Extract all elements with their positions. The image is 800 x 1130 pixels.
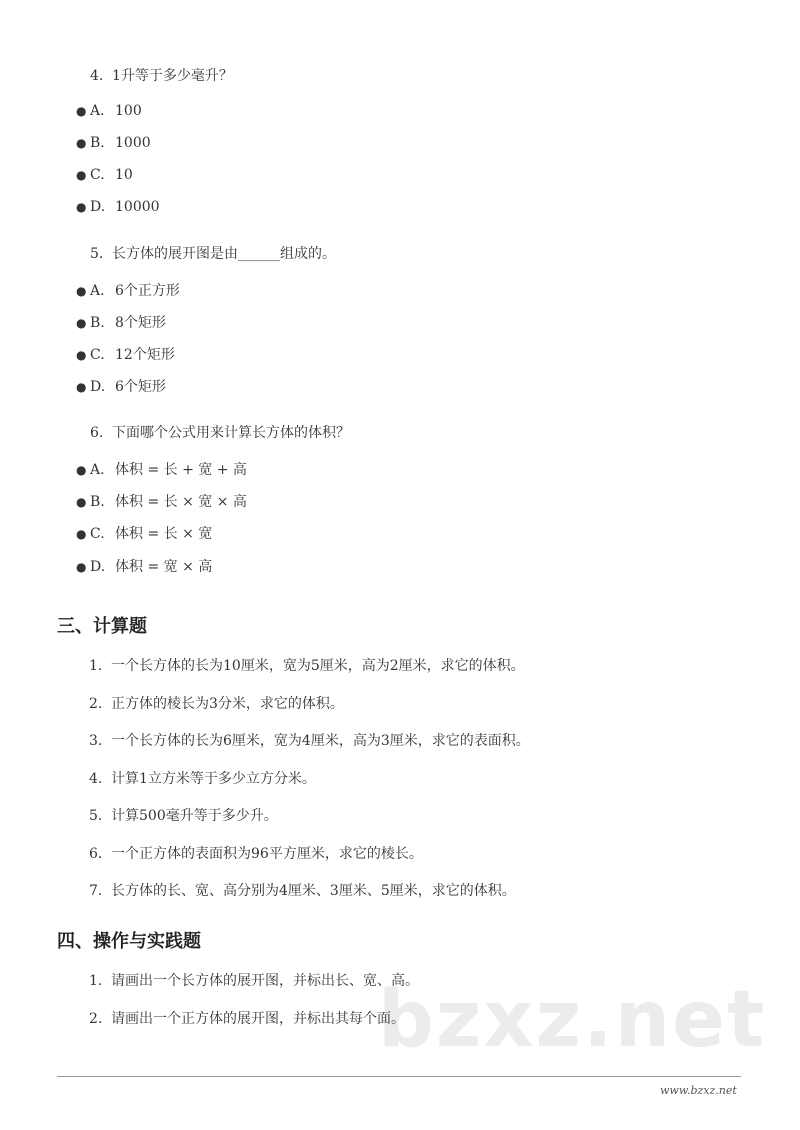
bullet-icon: ● [76,495,87,509]
footer-divider [57,1076,741,1077]
bullet-icon: ● [76,560,87,574]
question-6-stem [90,423,350,443]
question-text: 长方体的展开图是由______组成的。 [112,246,336,262]
question-text: 1升等于多少毫升？ [112,68,233,84]
footer-url: www.bzxz.net [660,1084,737,1097]
calc-item-2: 2. 正方体的棱长为3分米，求它的体积。 [89,696,344,712]
practice-item-1: 1. 请画出一个长方体的展开图，并标出长、宽、高。 [89,973,419,989]
question-5-option-d: ● D. 6个矩形 [76,379,166,395]
bullet-icon: ● [76,200,87,214]
section-title-practice: 四、操作与实践题 [57,931,201,952]
question-5-option-a: ● A. 6个正方形 [76,283,180,299]
question-4-stem [90,66,233,86]
watermark: bzxz.net [378,975,767,1065]
bullet-icon: ● [76,316,87,330]
bullet-icon: ● [76,463,87,477]
practice-item-2: 2. 请画出一个正方体的展开图，并标出其每个面。 [89,1011,405,1027]
question-4-option-b: ● B. 1000 [76,135,151,151]
bullet-icon: ● [76,284,87,298]
bullet-icon: ● [76,136,87,150]
question-text: 下面哪个公式用来计算长方体的体积？ [112,425,350,441]
question-number: 4. [90,68,104,84]
question-5-option-b: ● B. 8个矩形 [76,315,166,331]
question-number: 5. [90,246,104,262]
section-title-calculation: 三、计算题 [57,616,147,637]
question-6-option-c: ● C. 体积 = 长 × 宽 [76,526,213,542]
calc-item-4: 4. 计算1立方米等于多少立方分米。 [89,771,316,787]
question-4-option-c: ● C. 10 [76,167,133,183]
bullet-icon: ● [76,168,87,182]
calc-item-3: 3. 一个长方体的长为6厘米，宽为4厘米，高为3厘米，求它的表面积。 [89,733,530,749]
question-number: 6. [90,425,104,441]
calc-item-7: 7. 长方体的长、宽、高分别为4厘米、3厘米、5厘米，求它的体积。 [89,883,516,899]
bullet-icon: ● [76,348,87,362]
calc-item-6: 6. 一个正方体的表面积为96平方厘米，求它的棱长。 [89,846,423,862]
question-5-stem [90,244,336,264]
question-6-option-b: ● B. 体积 = 长 × 宽 × 高 [76,494,247,510]
question-6-option-a: ● A. 体积 = 长 + 宽 + 高 [76,462,247,478]
question-4-option-d: ● D. 10000 [76,199,160,215]
calc-item-5: 5. 计算500毫升等于多少升。 [89,808,278,824]
question-4-option-a: ● A. 100 [76,103,142,119]
question-5-option-c: ● C. 12个矩形 [76,347,175,363]
calc-item-1: 1. 一个长方体的长为10厘米，宽为5厘米，高为2厘米，求它的体积。 [89,658,525,674]
bullet-icon: ● [76,380,87,394]
bullet-icon: ● [76,527,87,541]
bullet-icon: ● [76,104,87,118]
question-6-option-d: ● D. 体积 = 宽 × 高 [76,559,213,575]
